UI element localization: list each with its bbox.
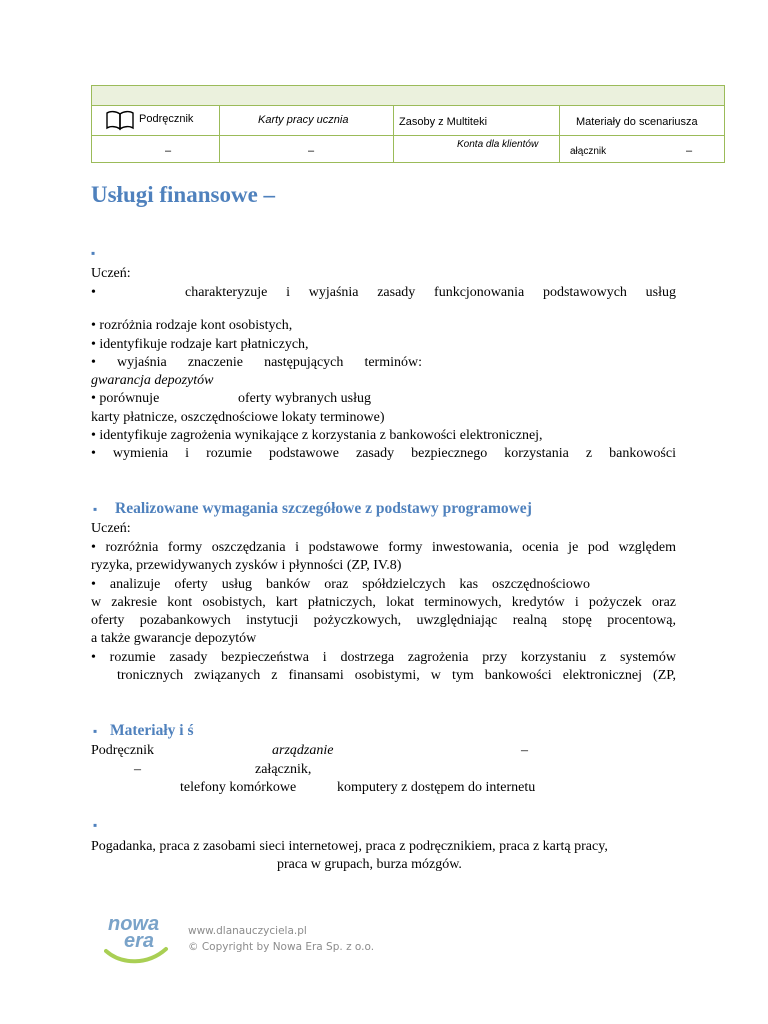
row3-col4b: – bbox=[686, 145, 693, 157]
section3-line: arządzanie bbox=[272, 743, 334, 758]
table-header-band bbox=[92, 86, 724, 106]
header-karty-pracy: Karty pracy ucznia bbox=[258, 114, 349, 126]
page-title: Usługi finansowe – bbox=[91, 182, 276, 207]
section3-line: telefony komórkowe bbox=[180, 780, 297, 795]
section1-uczen: Uczeń: bbox=[91, 266, 131, 281]
section1-line: • identyfikuje rodzaje kart płatniczych, bbox=[91, 337, 309, 352]
section4-line: Pogadanka, praca z zasobami sieci internetowej, praca z podręcznikiem, praca z kartą pracy, bbox=[91, 839, 608, 854]
materials-table bbox=[91, 85, 725, 163]
section1-line: • wyjaśnia znaczenie następujących terminów: bbox=[91, 355, 422, 370]
row3-col1: – bbox=[165, 145, 172, 157]
section2-line: a także gwarancje depozytów bbox=[91, 631, 257, 646]
section2-line: ryzyka, przewidywanych zysków i płynności (ZP, IV.8) bbox=[91, 558, 402, 573]
section2-line: • analizuje oferty usług banków oraz spółdzielczych kas oszczędnościowo bbox=[91, 577, 590, 592]
section3-line: załącznik, bbox=[255, 762, 312, 777]
section1-line: karty płatnicze, oszczędnościowe lokaty terminowe) bbox=[91, 410, 385, 425]
row3-col2: – bbox=[308, 145, 315, 157]
header-podrecznik: Podręcznik bbox=[139, 113, 194, 125]
table-divider bbox=[393, 106, 394, 162]
footer-url: www.dlanauczyciela.pl bbox=[188, 925, 307, 937]
nowa-era-logo: nowa era bbox=[104, 913, 170, 963]
section3-line: Podręcznik bbox=[91, 743, 154, 758]
book-icon bbox=[105, 109, 135, 136]
section3-line: – bbox=[521, 743, 528, 758]
section1-line: • wymienia i rozumie podstawowe zasady bezpiecznego korzystania z bankowości bbox=[91, 446, 676, 461]
section2-line: • rozumie zasady bezpieczeństwa i dostrzega zagrożenia przy korzystaniu z systemów bbox=[91, 650, 676, 665]
section3-line: komputery z dostępem do internetu bbox=[337, 780, 536, 795]
section1-line: • identyfikuje zagrożenia wynikające z korzystania z bankowości elektronicznej, bbox=[91, 428, 543, 443]
section1-line: gwarancja depozytów bbox=[91, 373, 214, 388]
section3-heading: Materiały i ś bbox=[110, 722, 194, 739]
footer-copyright: © Copyright by Nowa Era Sp. z o.o. bbox=[188, 941, 375, 953]
section2-line: oferty pozabankowych instytucji pożyczkowych, uwzględniając realną stopę procentową, bbox=[91, 613, 676, 628]
section3-line: – bbox=[134, 762, 141, 777]
section4-line: praca w grupach, burza mózgów. bbox=[277, 857, 462, 872]
section-bullet: ▪ bbox=[93, 724, 98, 738]
section-bullet: ▪ bbox=[93, 502, 98, 516]
section1-line: oferty wybranych usług bbox=[238, 391, 371, 406]
section2-line: • rozróżnia formy oszczędzania i podstawowe formy inwestowania, ocenia je pod względem bbox=[91, 540, 676, 555]
logo-swoosh-icon bbox=[104, 945, 170, 965]
row3-col4a: ałącznik bbox=[570, 146, 607, 157]
section1-line: • porównuje bbox=[91, 391, 160, 406]
header-materialy: Materiały do scenariusza bbox=[576, 116, 698, 128]
section-bullet: ▪ bbox=[93, 818, 98, 832]
table-divider bbox=[559, 106, 560, 162]
section2-line: w zakresie kont osobistych, kart płatniczych, lokat terminowych, kredytów i pożyczek oraz bbox=[91, 595, 676, 610]
row3-col3: Konta dla klientów bbox=[457, 139, 539, 150]
section1-line: • bbox=[91, 285, 96, 300]
section1-line: charakteryzuje i wyjaśnia zasady funkcjonowania podstawowych usług bbox=[185, 285, 676, 300]
section1-line: • rozróżnia rodzaje kont osobistych, bbox=[91, 318, 293, 333]
table-row bbox=[92, 136, 724, 163]
table-divider bbox=[219, 106, 220, 162]
section2-heading: Realizowane wymagania szczegółowe z podstawy programowej bbox=[115, 500, 532, 517]
section2-uczen: Uczeń: bbox=[91, 521, 131, 536]
section2-line: tronicznych związanych z finansami osobistymi, w tym bankowości elektronicznej (ZP, bbox=[117, 668, 676, 683]
section-bullet: ▪ bbox=[91, 246, 96, 260]
header-zasoby: Zasoby z Multiteki bbox=[399, 116, 488, 128]
